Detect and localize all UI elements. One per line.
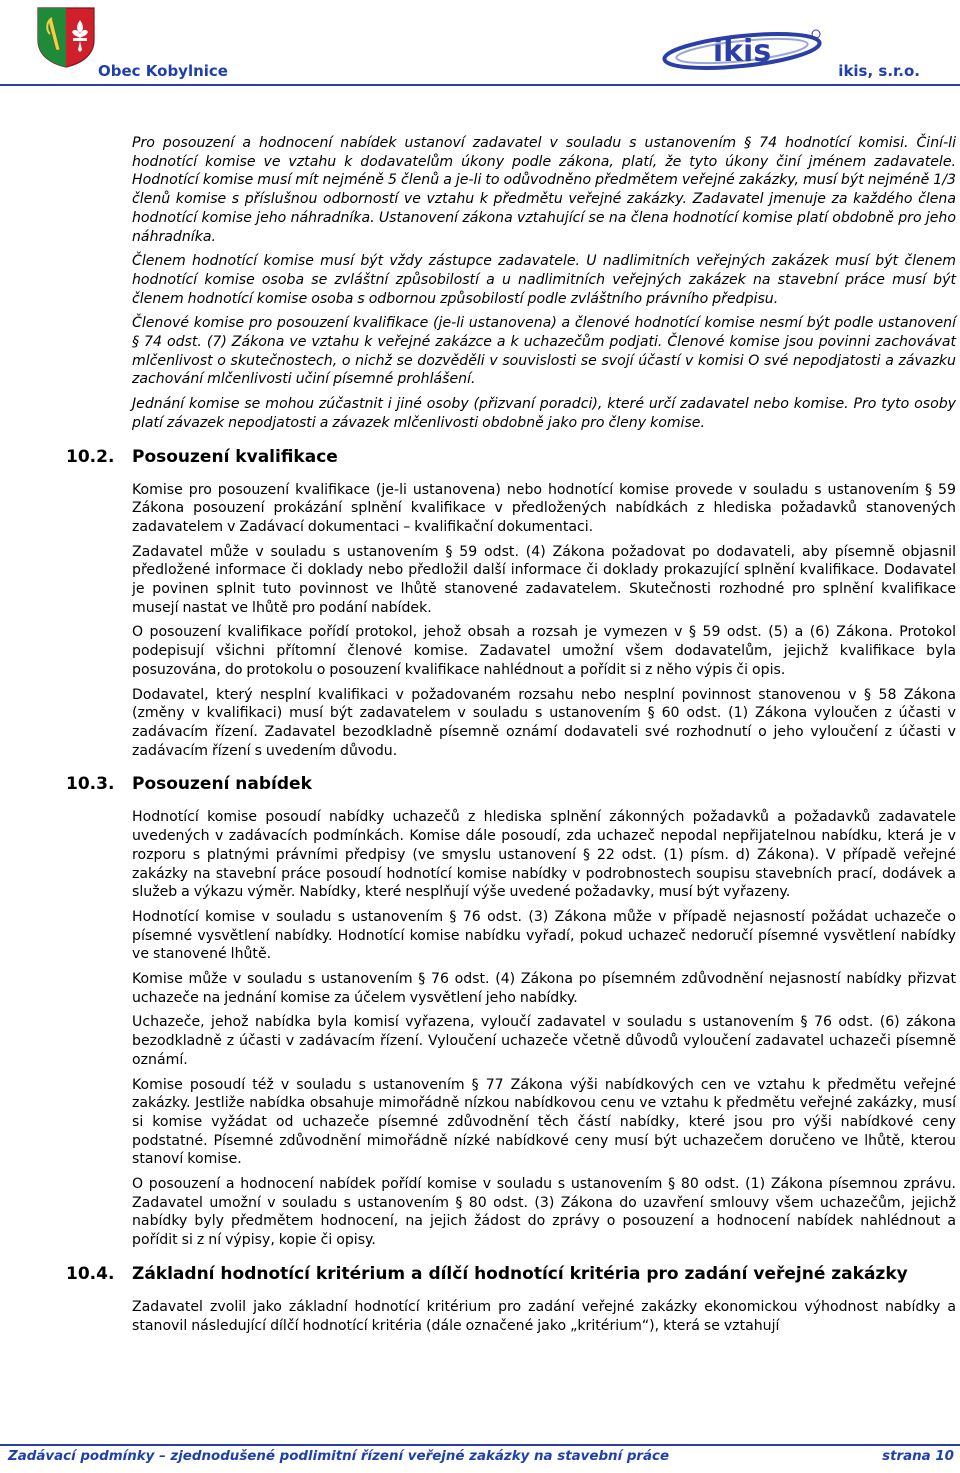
municipality-name: Obec Kobylnice xyxy=(98,62,228,80)
paragraph: Komise pro posouzení kvalifikace (je-li ustanovena) nebo hodnotící komise provede v souladu s ustanovením § 59 Zákona posouzení prokázání splnění kvalifikace v předložených nabídkách z hlediska požadavků stanovených zadavatelem v Zadávací dokumentaci – kvalifikační dokumentaci. xyxy=(132,481,956,535)
section-heading xyxy=(66,774,956,796)
paragraph: O posouzení kvalifikace pořídí protokol, jehož obsah a rozsah je vymezen v § 59 odst. (5) a (6) Zákona. Protokol podepisují všichni přítomní členové komise. Zadavatel umožní všem dodavatelům, jejichž kvalifikace byla posuzována, do protokolu o posouzení kvalifikace nahlédnout a pořídit si z něho výpis či opis. xyxy=(132,624,956,678)
paragraph: Zadavatel může v souladu s ustanovením § 59 odst. (4) Zákona požadovat po dodavateli, aby písemně objasnil předložené informace či doklady nebo předložil další informace či doklady prokazující splnění kvalifikace. Dodavatel je povinen splnit tuto povinnost ve lhůtě stanovené zadavatelem. Skutečnosti rozhodné pro splnění kvalifikace musejí nastat ve lhůtě pro podání nabídek. xyxy=(132,543,956,616)
coat-of-arms-icon xyxy=(36,6,96,68)
paragraph: Pro posouzení a hodnocení nabídek ustanoví zadavatel v souladu s ustanovením § 74 hodnotící komisi. Činí-li hodnotící komise ve vztahu k dodavatelům úkony podle zákona, platí, že tyto úkony činí jménem zadavatele. Hodnotící komise musí mít nejméně 5 členů a je-li to odůvodněno předmětem veřejné zakázky, musí být nejméně 1/3 členů komise s příslušnou odborností ve vztahu k předmětu veřejné zakázky. Zadavatel jmenuje za každého člena hodnotící komise jeho náhradníka. Ustanovení zákona vztahující se na člena hodnotící komise platí obdobně pro jeho náhradníka. xyxy=(132,135,956,245)
page-header xyxy=(0,0,960,96)
paragraph: Jednání komise se mohou zúčastnit i jiné osoby (přizvaní poradci), které určí zadavatel nebo komise. Pro tyto osoby platí závazek nepodjatosti a závazek mlčenlivosti obdobně jako pro členy komise. xyxy=(132,396,956,431)
page-number: strana 10 xyxy=(882,1449,954,1464)
ikis-logo xyxy=(660,26,824,76)
section-number: 10.2. xyxy=(66,446,115,467)
paragraph: O posouzení a hodnocení nabídek pořídí komise v souladu s ustanovením § 80 odst. (1) Zákona písemnou zprávu. Zadavatel umožní v souladu s ustanovením § 80 odst. (3) Zákona do uzavření smlouvy všem uchazečům, jejichž nabídky byly předmětem hodnocení, na jejich žádost do zprávy o posouzení a hodnocení nabídek nahlédnout a pořídit si z ní výpisy, kopie či opisy. xyxy=(132,1176,956,1249)
section-title: Posouzení nabídek xyxy=(132,774,312,795)
paragraph: Dodavatel, který nesplní kvalifikaci v požadovaném rozsahu nebo nesplní povinnost stanovenou v § 58 Zákona (změny v kvalifikaci) musí být zadavatelem v souladu s ustanovením § 60 odst. (1) Zákona vyloučen z účasti v zadávacím řízení. Zadavatel bezodkladně písemně oznámí dodavateli své rozhodnutí o jeho vyloučení z účasti v zadávacím řízení s uvedením důvodu. xyxy=(132,686,956,759)
paragraph: Komise může v souladu s ustanovením § 76 odst. (4) Zákona po písemném zdůvodnění nejasností nabídky přizvat uchazeče na jednání komise za účelem vysvětlení jeho nabídky. xyxy=(132,971,956,1006)
footer-divider xyxy=(0,1444,960,1446)
section-title: Posouzení kvalifikace xyxy=(132,446,338,467)
paragraph: Členové komise pro posouzení kvalifikace (je-li ustanovena) a členové hodnotící komise nesmí být podle ustanovení § 74 odst. (7) Zákona ve vztahu k veřejné zakázce a k uchazečům podjati. Členové komise jsou povinni zachovávat mlčenlivost o skutečnostech, o nichž se dozvěděli v souvislosti se svojí účastí v komisi O své nepodjatosti a závazku zachování mlčenlivosti učiní písemné prohlášení. xyxy=(132,315,956,388)
section-heading xyxy=(66,1263,956,1286)
paragraph: Zadavatel zvolil jako základní hodnotící kritérium pro zadání veřejné zakázky ekonomickou výhodnost nabídky a stanovil následující dílčí hodnotící kritéria (dále označené jako „kritérium“), která se vztahují xyxy=(132,1298,956,1334)
svg-text:ikis: ikis xyxy=(712,34,772,69)
header-divider xyxy=(0,84,960,86)
paragraph: Hodnotící komise v souladu s ustanovením § 76 odst. (3) Zákona může v případě nejasností požádat uchazeče o písemné vysvětlení nabídky. Hodnotící komise nabídku vyřadí, pokud uchazeč nedoručí písemné vysvětlení nabídky ve stanovené lhůtě. xyxy=(132,908,956,963)
section-number: 10.4. xyxy=(66,1263,115,1284)
section-title: Základní hodnotící kritérium a dílčí hodnotící kritéria pro zadání veřejné zakázky xyxy=(132,1263,908,1284)
paragraph: Uchazeče, jehož nabídka byla komisí vyřazena, vyloučí zadavatel v souladu s ustanovením § 76 odst. (6) zákona bezodkladně z účasti v zadávacím řízení. Vyloučení uchazeče včetně důvodů vyloučení zadavatel uchazeči písemně oznámí. xyxy=(132,1014,956,1068)
document-body xyxy=(66,134,956,1341)
paragraph: Členem hodnotící komise musí být vždy zástupce zadavatele. U nadlimitních veřejných zakázek musí být členem hodnotící komise osoba se zvláštní způsobilostí a u nadlimitních veřejných zakázek na stavební práce musí být členem hodnotící komise osoba s odbornou způsobilostí podle zvláštního právního předpisu. xyxy=(132,253,956,307)
section-heading xyxy=(66,446,956,469)
paragraph: Komise posoudí též v souladu s ustanovením § 77 Zákona výši nabídkových cen ve vztahu k předmětu veřejné zakázky. Jestliže nabídka obsahuje mimořádně nízkou nabídkovou cenu ve vztahu k předmětu veřejné zakázky, musí si komise vyžádat od uchazeče písemné zdůvodnění těch částí nabídky, které jsou pro výši nabídkové ceny podstatné. Písemné zdůvodnění mimořádně nízké nabídkové ceny musí být uchazečem doručeno ve lhůtě, kterou stanoví komise. xyxy=(132,1076,956,1168)
page-footer xyxy=(8,1449,954,1464)
section-number: 10.3. xyxy=(66,774,115,795)
company-name: ikis, s.r.o. xyxy=(838,62,920,80)
paragraph: Hodnotící komise posoudí nabídky uchazečů z hlediska splnění zákonných požadavků a požadavků zadavatele uvedených v zadávacích podmínkách. Komise dále posoudí, zda uchazeč nepodal nepřijatelnou nabídku, která je v rozporu s platnými právními předpisy (ve smyslu ustanovení § 22 odst. (1) písm. d) Zákona). V případě veřejné zakázky na stavební práce posoudí hodnotící komise nabídky v podrobnostech soupisu stavebních prací, dodávek a služeb a výkazu výměr. Nabídky, které nesplňují výše uvedené požadavky, musí být vyřazeny. xyxy=(132,809,956,901)
footer-title: Zadávací podmínky – zjednodušené podlimitní řízení veřejné zakázky na stavební práce xyxy=(8,1449,670,1464)
